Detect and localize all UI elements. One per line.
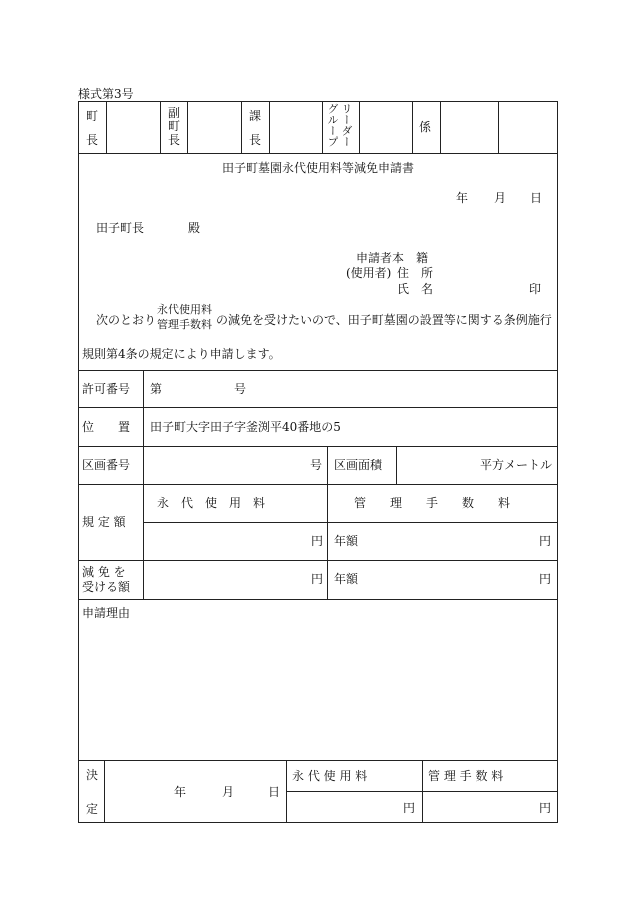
approval-staff: 係 — [419, 120, 432, 134]
applicant-honseki: 本 籍 — [392, 251, 429, 265]
date-day: 日 — [530, 191, 543, 205]
approval-leader-line1: リーダー — [340, 103, 353, 147]
reduction-annual-label: 年額 — [334, 572, 359, 586]
decision-perpetual-header: 永 代 使 用 料 — [292, 769, 368, 783]
addressee-name: 田子町長 — [96, 221, 145, 235]
approval-leader-line2: グループ — [326, 103, 339, 147]
form-title: 田子町墓園永代使用料等減免申請書 — [222, 161, 415, 175]
decision-day: 日 — [268, 785, 281, 799]
decision-year: 年 — [174, 785, 187, 799]
plot-number-label: 区画番号 — [82, 458, 131, 472]
fee-perpetual-header: 永 代 使 用 料 — [157, 496, 266, 510]
permit-dai: 第 — [150, 382, 163, 396]
permit-number-label: 許可番号 — [82, 382, 131, 396]
decision-label-top: 決 — [86, 768, 99, 782]
fee-management-yen: 円 — [539, 534, 552, 548]
reduction-label-line1: 減 免 を — [82, 565, 126, 579]
fee-annual-label: 年額 — [334, 534, 359, 548]
decision-month: 月 — [222, 785, 235, 799]
body-suffix: の減免を受けたいので、田子町墓園の設置等に関する条例施行 — [216, 313, 552, 327]
applicant-address: 住 所 — [397, 266, 434, 280]
applicant-label: 申請者 — [356, 251, 393, 265]
decision-label-bottom: 定 — [86, 802, 99, 816]
permit-go: 号 — [234, 382, 247, 396]
addressee-honorific: 殿 — [188, 221, 201, 235]
body-fraction-top: 永代使用料 — [157, 303, 212, 316]
date-month: 月 — [494, 191, 507, 205]
decision-perpetual-yen: 円 — [403, 801, 416, 815]
form-number-label: 様式第3号 — [78, 87, 134, 101]
body-fraction-bottom: 管理手数料 — [157, 318, 212, 331]
reduction-label-line2: 受ける額 — [82, 580, 131, 594]
seal-mark: 印 — [529, 282, 542, 296]
applicant-name: 氏 名 — [397, 282, 434, 296]
body-prefix: 次のとおり — [96, 313, 157, 327]
plot-number-go: 号 — [310, 458, 323, 472]
fee-label: 規 定 額 — [82, 515, 126, 529]
fee-management-header: 管 理 手 数 料 — [354, 496, 511, 510]
reason-label: 申請理由 — [82, 606, 131, 620]
location-label: 位 置 — [82, 420, 131, 434]
location-value: 田子町大字田子字釜渕平40番地の5 — [150, 420, 341, 434]
plot-area-label: 区画面積 — [334, 458, 383, 472]
body-line2: 規則第4条の規定により申請します。 — [82, 347, 281, 361]
decision-management-header: 管 理 手 数 料 — [428, 769, 504, 783]
reduction-perpetual-yen: 円 — [311, 572, 324, 586]
decision-management-yen: 円 — [539, 801, 552, 815]
plot-area-unit: 平方メートル — [480, 458, 553, 472]
date-year: 年 — [456, 191, 469, 205]
fee-perpetual-yen: 円 — [311, 534, 324, 548]
reduction-management-yen: 円 — [539, 572, 552, 586]
applicant-user-label: (使用者) — [346, 266, 392, 280]
